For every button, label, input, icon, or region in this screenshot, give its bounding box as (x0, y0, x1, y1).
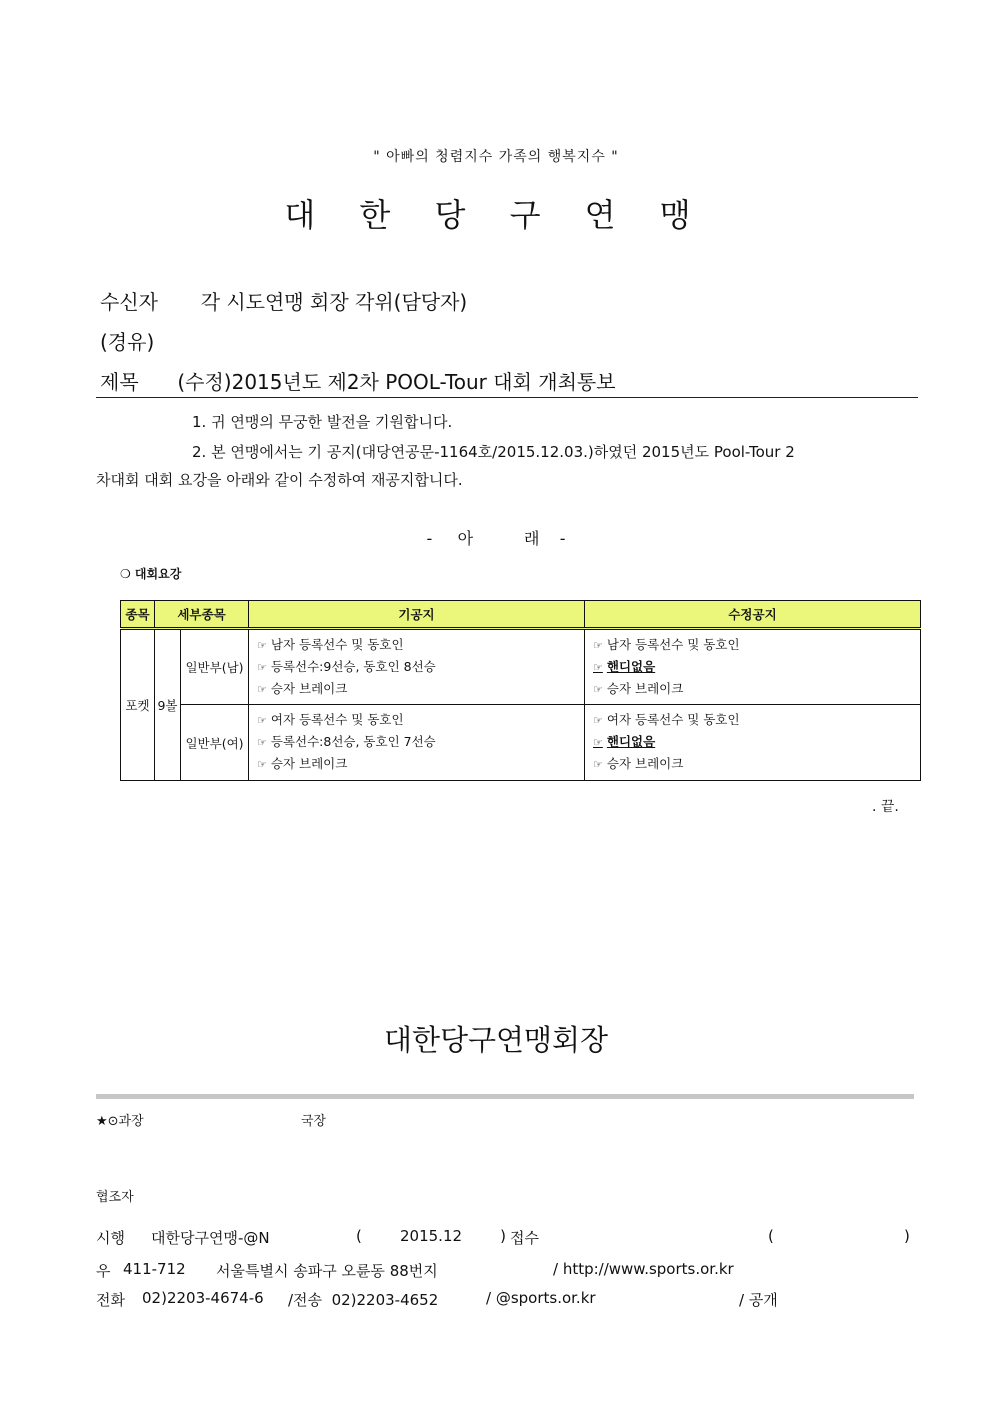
signature-title: 대한당구연맹회장 (383, 1023, 609, 1057)
via-line: (경유) (100, 330, 155, 354)
pointing-hand-icon: ☞ (593, 661, 603, 674)
pointing-hand-icon: ☞ (593, 683, 603, 696)
subject-label: 제목 (100, 370, 139, 394)
organization-title: 대 한 당 구 연 맹 (284, 196, 708, 234)
postal-code: 411-712 (123, 1260, 186, 1278)
event-cell: 포켓 (121, 629, 155, 781)
email: / @sports.or.kr (486, 1289, 596, 1307)
approval-director: 국장 (301, 1114, 327, 1129)
recipient-label: 수신자 (100, 290, 158, 314)
header-sub-event: 세부종목 (155, 601, 249, 629)
pointing-hand-icon: ☞ (593, 758, 603, 771)
pointing-hand-icon: ☞ (593, 714, 603, 727)
section-title: ❍ 대회요강 (120, 567, 182, 581)
notice-title: - 아 래 - (426, 529, 566, 548)
pointing-hand-icon: ☞ (593, 736, 603, 749)
pointing-hand-icon: ☞ (593, 639, 603, 652)
issue-value: 대한당구연맹-@N (151, 1229, 270, 1247)
guide-table (120, 600, 921, 781)
pointing-hand-icon: ☞ (257, 639, 267, 652)
recipient-value: 각 시도연맹 회장 각위(담당자) (200, 290, 468, 314)
revised-notice-cell: ☞ 여자 등록선수 및 동호인 ☞ 핸디없음 ☞ 승자 브레이크 (585, 705, 921, 781)
body-paragraph-1: 1. 귀 연맹의 무궁한 발전을 기원합니다. (192, 413, 453, 431)
header-event: 종목 (121, 601, 155, 629)
motto: " 아빠의 청렴지수 가족의 행복지수 " (373, 149, 619, 165)
receipt-paren-close: ) (904, 1227, 910, 1245)
division-cell: 일반부(여) (181, 705, 249, 781)
phone-label: 전화 (96, 1291, 125, 1309)
recipient-line (100, 286, 467, 315)
fax: /전송 02)2203-4652 (288, 1291, 439, 1309)
website: / http://www.sports.or.kr (553, 1260, 734, 1278)
issue-date: ( 2015.12 ) (356, 1227, 507, 1245)
receipt-paren-open: ( (768, 1227, 774, 1245)
old-notice-cell: ☞ 남자 등록선수 및 동호인 ☞ 등록선수:9선승, 동호인 8선승 ☞ 승자 브레이크 (249, 629, 585, 705)
old-notice-cell: ☞ 여자 등록선수 및 동호인 ☞ 등록선수:8선승, 동호인 7선승 ☞ 승자 브레이크 (249, 705, 585, 781)
header-revised-notice: 수정공지 (585, 601, 921, 629)
table-row (121, 629, 921, 705)
pointing-hand-icon: ☞ (257, 661, 267, 674)
approval-cooperator: 협조자 (96, 1190, 134, 1205)
disclosure: / 공개 (739, 1291, 778, 1309)
approval-staff: ★⊙과장 (96, 1114, 144, 1129)
sub-event-cell: 9볼 (155, 629, 181, 781)
table-row (121, 705, 921, 781)
signature-divider (96, 1094, 914, 1099)
subject-value: (수정)2015년도 제2차 POOL-Tour 대회 개최통보 (177, 370, 616, 394)
revised-notice-cell: ☞ 남자 등록선수 및 동호인 ☞ 핸디없음 ☞ 승자 브레이크 (585, 629, 921, 705)
end-mark: . 끝. (872, 799, 899, 815)
body-paragraph-2b: 차대회 대회 요강을 아래와 같이 수정하여 재공지합니다. (96, 471, 463, 489)
pointing-hand-icon: ☞ (257, 758, 267, 771)
receipt-label: 접수 (510, 1229, 539, 1247)
body-paragraph-2a: 2. 본 연맹에서는 기 공지(대당연공문-1164호/2015.12.03.)하였던 2015년도 Pool-Tour 2 (192, 443, 795, 461)
pointing-hand-icon: ☞ (257, 736, 267, 749)
address: 서울특별시 송파구 오륜동 88번지 (216, 1262, 438, 1280)
pointing-hand-icon: ☞ (257, 683, 267, 696)
division-cell: 일반부(남) (181, 629, 249, 705)
phone: 02)2203-4674-6 (142, 1289, 264, 1307)
pointing-hand-icon: ☞ (257, 714, 267, 727)
subject-divider (96, 397, 918, 398)
header-old-notice: 기공지 (249, 601, 585, 629)
postal-label: 우 (96, 1262, 111, 1280)
issue-label: 시행 (96, 1229, 125, 1247)
subject-line (100, 366, 616, 395)
